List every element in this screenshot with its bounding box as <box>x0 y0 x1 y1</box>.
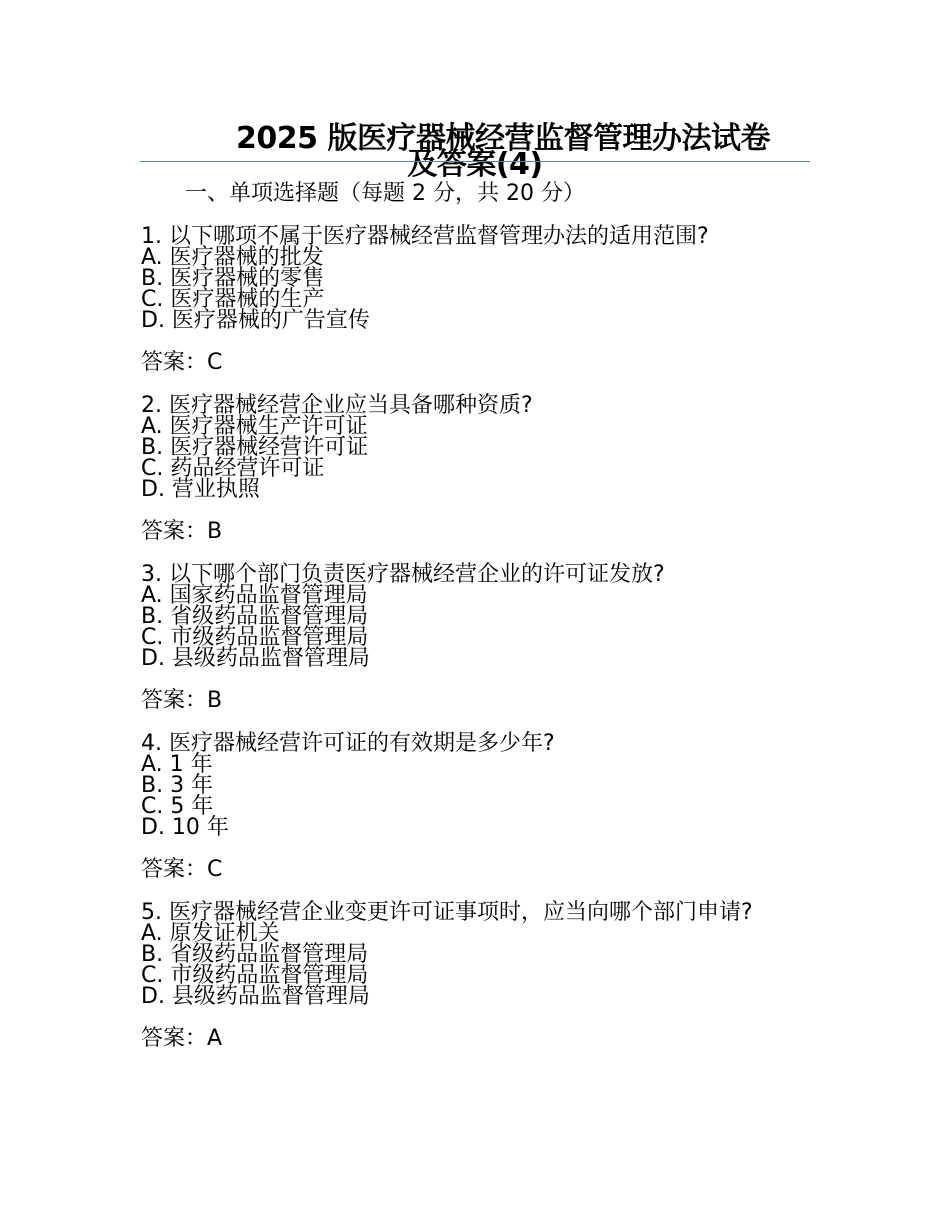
question-4 <box>141 733 801 884</box>
question-option: D. 县级药品监督管理局 <box>141 984 370 1009</box>
question-option: B. 省级药品监督管理局 <box>141 942 369 967</box>
question-stem: 5. 医疗器械经营企业变更许可证事项时，应当向哪个部门申请? <box>141 900 753 925</box>
question-option: B. 医疗器械的零售 <box>141 266 325 291</box>
question-option: D. 营业执照 <box>141 477 260 502</box>
question-option: B. 省级药品监督管理局 <box>141 604 369 629</box>
question-answer: 答案：B <box>141 519 223 544</box>
document-title-line1: 2025 版医疗器械经营监督管理办法试卷 <box>236 121 770 157</box>
question-stem: 3. 以下哪个部门负责医疗器械经营企业的许可证发放? <box>141 562 665 587</box>
question-option: A. 原发证机关 <box>141 921 280 946</box>
question-option: A. 医疗器械生产许可证 <box>141 414 368 439</box>
question-answer: 答案：C <box>141 857 223 882</box>
question-option: D. 10 年 <box>141 815 229 840</box>
question-option: A. 1 年 <box>141 752 213 777</box>
document-title-line2: 及答案(4) <box>407 147 543 183</box>
title-divider <box>140 161 810 162</box>
question-answer: 答案：B <box>141 688 223 713</box>
question-option: D. 医疗器械的广告宣传 <box>141 308 370 333</box>
question-1 <box>141 226 801 377</box>
question-option: A. 国家药品监督管理局 <box>141 583 368 608</box>
question-option: B. 医疗器械经营许可证 <box>141 435 369 460</box>
question-3 <box>141 564 801 715</box>
question-option: A. 医疗器械的批发 <box>141 245 324 270</box>
question-5 <box>141 902 801 1053</box>
question-list <box>141 226 801 1053</box>
question-option: D. 县级药品监督管理局 <box>141 646 370 671</box>
question-stem: 2. 医疗器械经营企业应当具备哪种资质? <box>141 393 533 418</box>
question-stem: 1. 以下哪项不属于医疗器械经营监督管理办法的适用范围? <box>141 224 709 249</box>
question-option: C. 市级药品监督管理局 <box>141 625 369 650</box>
question-option: B. 3 年 <box>141 773 214 798</box>
question-option: C. 药品经营许可证 <box>141 456 325 481</box>
question-answer: 答案：C <box>141 350 223 375</box>
document-title <box>140 121 810 183</box>
question-option: C. 医疗器械的生产 <box>141 287 325 312</box>
question-option: C. 市级药品监督管理局 <box>141 963 369 988</box>
question-stem: 4. 医疗器械经营许可证的有效期是多少年? <box>141 731 555 756</box>
question-answer: 答案：A <box>141 1026 223 1051</box>
question-2 <box>141 395 801 546</box>
question-option: C. 5 年 <box>141 794 214 819</box>
section-heading: 一、单项选择题（每题 2 分，共 20 分） <box>185 181 585 206</box>
